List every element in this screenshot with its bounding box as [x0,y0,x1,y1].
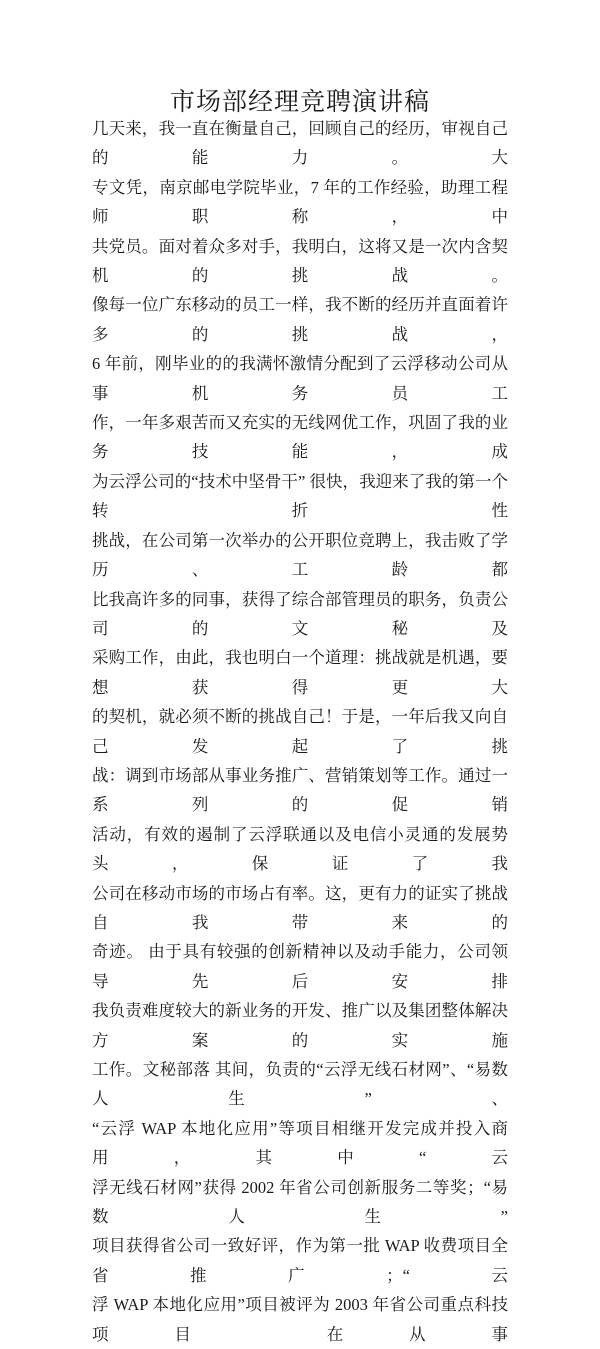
paragraph-line: 的契机，就必须不断的挑战自己！于是，一年后我又向自己发起了挑 [92,707,508,756]
paragraph-line: 为云浮公司的“技术中坚骨干” 很快，我迎来了我的第一个转折性 [92,471,508,521]
paragraph-line: 项目获得省公司一致好评，作为第一批 WAP 收费项目全省推广；“云 [92,1236,508,1285]
document-title: 市场部经理竞聘演讲稿 [169,89,430,116]
paragraph-line: 战：调到市场部从事业务推广、营销策划等工作。通过一系列的促销 [92,765,508,815]
paragraph-line: 6 年前，刚毕业的的我满怀激情分配到了云浮移动公司从事机务员工 [92,354,508,403]
paragraph-line: 采购工作，由此，我也明白一个道理：挑战就是机遇，要想获得更大 [92,648,508,697]
paragraph-line: 工作。文秘部落 其间，负责的“云浮无线石材网”、“易数人生”、 [92,1060,508,1109]
paragraph-line: 几天来，我一直在衡量自己，回顾自己的经历，审视自己的能力。大 [92,119,508,168]
paragraph-line: “云浮 WAP 本地化应用”等项目相继开发完成并投入商用，其中“云 [92,1118,508,1168]
paragraph-line: 专文凭，南京邮电学院毕业，7 年的工作经验，助理工程师职称，中 [92,177,508,227]
paragraph-line: 我负责难度较大的新业务的开发、推广以及集团整体解决方案的实施 [92,1001,508,1050]
paragraph-line: 像每一位广东移动的员工一样，我不断的经历并直面着许多的挑战， [92,295,508,344]
document-body [92,114,508,1349]
paragraph-line: 挑战，在公司第一次举办的公开职位竞聘上，我击败了学历、工龄都 [92,530,508,580]
paragraph-line: 奇迹。 由于具有较强的创新精神以及动手能力，公司领导先后安排 [92,942,508,991]
paragraph-line: 比我高许多的同事，获得了综合部管理员的职务，负责公司的文秘及 [92,589,508,638]
paragraph-line: 浮 WAP 本地化应用”项目被评为 2003 年省公司重点科技项目 在从事 [92,1295,508,1344]
paragraph-line: 共党员。面对着众多对手，我明白，这将又是一次内含契机的挑战。 [92,236,508,286]
paragraph-line: 公司在移动市场的市场占有率。这，更有力的证实了挑战自我带来的 [92,883,508,932]
paragraph-line: 作，一年多艰苦而又充实的无线网优工作，巩固了我的业务技能，成 [92,413,508,462]
paragraph-line: 活动，有效的遏制了云浮联通以及电信小灵通的发展势头，保证了我 [92,824,508,874]
paragraph-line: 浮无线石材网”获得 2002 年省公司创新服务二等奖；“易数人生” [92,1177,508,1227]
